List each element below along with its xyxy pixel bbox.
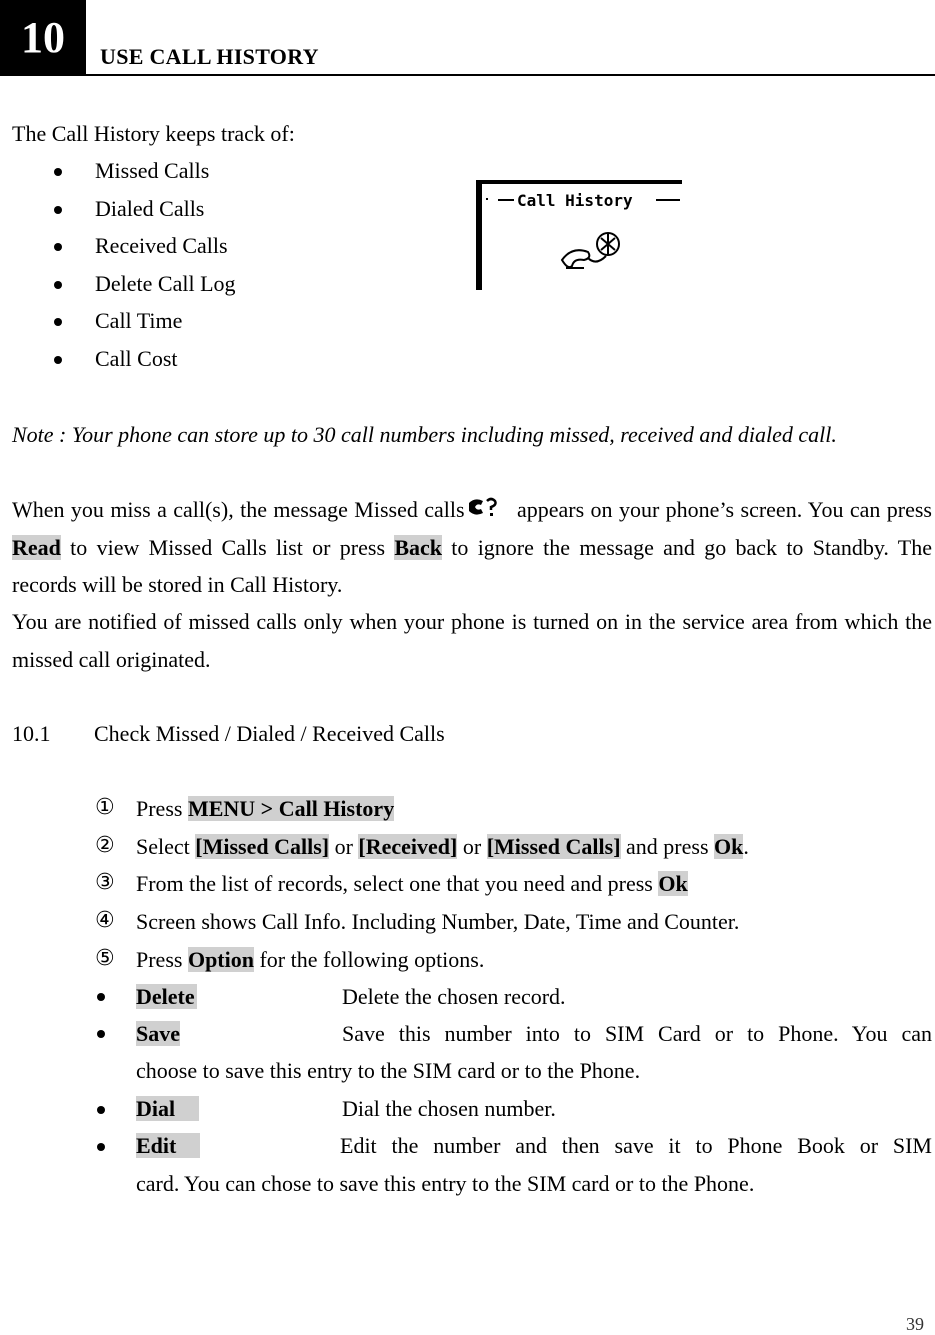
screen-title: Call History (517, 191, 633, 210)
list-item: Delete Call Log (95, 271, 236, 296)
step-2-text: and press (620, 834, 715, 859)
ok-key: Ok (658, 871, 688, 896)
option-desc: Edit the number and then save it to Phone Book or SIM (340, 1133, 932, 1158)
option-desc: Dial the chosen number. (342, 1096, 556, 1121)
bullet-icon (54, 206, 62, 214)
step-5 (136, 947, 484, 973)
step-3-text: From the list of records, select one that you need and press (136, 871, 659, 896)
step-3 (136, 871, 688, 897)
bullet-icon (97, 993, 105, 1001)
read-key: Read (12, 534, 61, 560)
bullet-icon (97, 1143, 105, 1151)
para1-d: to ignore the message and go back to Standby. The records will be stored in Call History. (12, 534, 932, 597)
step-1 (136, 796, 394, 822)
phone-handset-icon (562, 233, 619, 268)
bullet-icon (54, 318, 62, 326)
step-5-text: Press (136, 947, 188, 972)
missed-calls-key: [Missed Calls] (195, 834, 330, 859)
missed-call-icon (465, 497, 511, 519)
step-number: ④ (95, 908, 115, 933)
section-number: 10.1 (12, 721, 51, 746)
missed-calls-paragraph (12, 491, 932, 604)
chapter-rule (86, 74, 935, 76)
list-item: Call Cost (95, 346, 178, 371)
para1-b: appears on your phone’s screen. You can press (510, 497, 932, 522)
bullet-icon (97, 1030, 105, 1038)
option-desc-cont: choose to save this entry to the SIM card or to the Phone. (136, 1058, 641, 1083)
menu-key: MENU > Call History (187, 796, 395, 821)
option-key: Option (187, 947, 254, 972)
edit-key: Edit (136, 1133, 200, 1158)
step-5-text: for the following options. (253, 947, 485, 972)
bullet-icon (97, 1106, 105, 1114)
step-2-or: or (329, 834, 359, 859)
bullet-icon (54, 243, 62, 251)
option-desc-cont: card. You can chose to save this entry to the SIM card or to the Phone. (136, 1171, 755, 1196)
bullet-icon (54, 168, 62, 176)
list-item: Dialed Calls (95, 196, 205, 221)
section-title: Check Missed / Dialed / Received Calls (94, 721, 445, 746)
step-number: ③ (95, 870, 115, 895)
note-text: Note : Your phone can store up to 30 call numbers including missed, received and dialed call. (12, 422, 837, 447)
chapter-number: 10 (0, 0, 86, 76)
list-item: Call Time (95, 308, 183, 333)
option-key-delete (136, 984, 197, 1010)
option-desc: Delete the chosen record. (342, 984, 566, 1009)
list-item: Missed Calls (95, 158, 210, 183)
intro-text: The Call History keeps track of: (12, 121, 295, 146)
list-item: Received Calls (95, 233, 228, 258)
save-key: Save (136, 1021, 180, 1046)
notification-paragraph: You are notified of missed calls only when your phone is turned on in the service area from which the missed call originated. (12, 609, 932, 672)
delete-key: Delete (136, 984, 195, 1009)
ok-key: Ok (714, 834, 744, 859)
step-2-or: or (457, 834, 487, 859)
step-1-text: Press (136, 796, 188, 821)
page-number: 39 (906, 1314, 924, 1334)
step-number: ⑤ (95, 946, 115, 971)
back-key: Back (394, 534, 442, 560)
dial-key: Dial (136, 1096, 199, 1121)
bullet-icon (54, 356, 62, 364)
call-history-screen-graphic (476, 180, 682, 290)
option-key-dial (136, 1096, 199, 1122)
chapter-title: USE CALL HISTORY (100, 44, 319, 69)
step-2-text: Select (136, 834, 196, 859)
para1-c: to view Missed Calls list or press (60, 534, 395, 560)
missed-calls-key: [Missed Calls] (486, 834, 621, 859)
option-key-edit (136, 1133, 200, 1159)
option-key-save (136, 1021, 180, 1047)
step-2-period: . (743, 834, 749, 859)
para1-a: When you miss a call(s), the message Missed calls (12, 497, 465, 522)
step-number: ② (95, 833, 115, 858)
phone-screen-illustration (476, 180, 682, 290)
step-4: Screen shows Call Info. Including Number, Date, Time and Counter. (136, 909, 740, 934)
step-2 (136, 834, 749, 860)
option-desc: Save this number into to SIM Card or to Phone. You can (342, 1021, 932, 1046)
bullet-icon (54, 281, 62, 289)
received-key: [Received] (358, 834, 458, 859)
step-number: ① (95, 795, 115, 820)
